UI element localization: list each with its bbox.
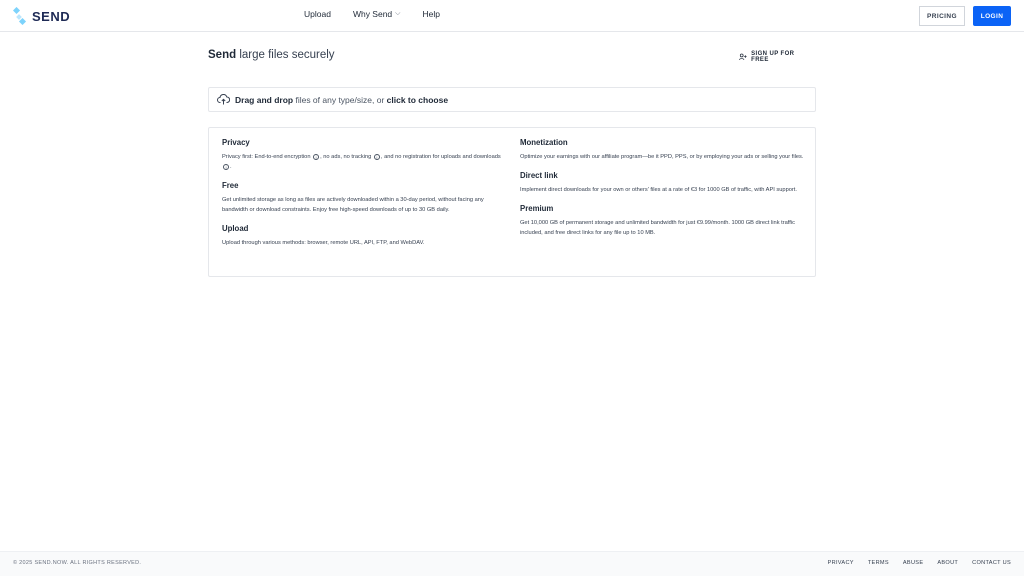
title-row (208, 48, 808, 64)
footer-link-about[interactable]: ABOUT (937, 560, 959, 566)
feature-free (222, 181, 507, 215)
features-right-column (520, 138, 805, 247)
dropzone-text (235, 95, 448, 105)
features-left-column (222, 138, 507, 257)
nav-help[interactable] (422, 9, 439, 19)
footer-link-terms[interactable]: TERMS (867, 560, 889, 566)
login-button[interactable]: LOGIN (973, 6, 1011, 26)
feature-privacy (222, 138, 507, 172)
feature-direct-link-title: Direct link (520, 171, 558, 180)
nav-why-send[interactable] (353, 9, 401, 19)
info-icon[interactable]: i (313, 154, 319, 160)
feature-monetization-text: Optimize your earnings with our affiliate program—be it PPD, PPS, or by employing your ads or selling your files. (520, 154, 804, 160)
pricing-button[interactable]: PRICING (919, 6, 965, 26)
feature-privacy-title: Privacy (222, 138, 250, 147)
footer (0, 551, 1024, 576)
nav-help-label: Help (422, 9, 440, 19)
feature-premium-text: Get 10,000 GB of permanent storage and unlimited bandwidth for just €9.99/month. 1000 GB direct link traffic included, and free direct links for any file up to 10 MB. (520, 220, 795, 236)
footer-link-contact[interactable]: CONTACT US (972, 560, 1011, 566)
chevron-down-icon: ⌵ (395, 10, 401, 17)
feature-premium-title: Premium (520, 204, 554, 213)
info-icon[interactable]: i (374, 154, 380, 160)
feature-direct-link-text: Implement direct downloads for your own or others' files at a rate of €3 for 1000 GB of traffic, with API support. (520, 187, 797, 193)
feature-direct-link (520, 171, 805, 195)
signup-label: SIGN UP FOR FREE (751, 51, 795, 63)
features-panel (208, 127, 816, 277)
nav-upload[interactable] (304, 9, 331, 19)
main-nav (304, 9, 462, 19)
page-title-brand: Send (208, 49, 237, 61)
footer-links (814, 560, 1011, 566)
page-title-rest: large files securely (236, 49, 335, 61)
feature-upload-title: Upload (222, 224, 249, 233)
footer-link-privacy[interactable]: PRIVACY (827, 560, 854, 566)
privacy-text-a: Privacy first: End-to-end encryption (222, 154, 313, 160)
user-plus-icon (739, 53, 747, 61)
footer-link-abuse[interactable]: ABUSE (902, 560, 924, 566)
feature-free-title: Free (222, 181, 239, 190)
dropzone-click-to-choose[interactable]: click to choose (386, 94, 449, 105)
copyright-text: © 2025 SEND.NOW. ALL RIGHTS RESERVED. (13, 560, 142, 566)
feature-monetization-title: Monetization (520, 138, 568, 147)
send-logo-icon (13, 7, 27, 25)
info-icon[interactable]: i (223, 164, 229, 170)
logo[interactable] (13, 6, 70, 26)
dropzone-bold-drag: Drag and drop (235, 94, 294, 105)
privacy-text-c: , and no registration for uploads and downloads (380, 154, 501, 160)
dropzone-middle: files of any type/size, or (293, 94, 387, 105)
privacy-text-d: . (230, 164, 232, 170)
feature-upload (222, 224, 507, 248)
nav-why-send-label: Why Send (352, 9, 393, 19)
nav-upload-label: Upload (304, 9, 331, 19)
page-title (208, 49, 335, 61)
logo-text: SEND (32, 8, 71, 24)
feature-privacy-text (222, 152, 507, 172)
feature-upload-text: Upload through various methods: browser, remote URL, API, FTP, and WebDAV. (222, 240, 425, 246)
feature-free-text: Get unlimited storage as long as files are actively downloaded within a 30-day period, without facing any bandwidth or download constraints. Enjoy free high-speed downloads of up to 30 GB daily. (222, 197, 484, 213)
signup-link[interactable] (739, 51, 808, 63)
feature-premium (520, 204, 805, 238)
header (0, 0, 1024, 32)
privacy-text-b: , no ads, no tracking (320, 154, 373, 160)
feature-monetization (520, 138, 805, 162)
upload-dropzone[interactable] (208, 87, 816, 112)
cloud-upload-icon (217, 94, 230, 105)
